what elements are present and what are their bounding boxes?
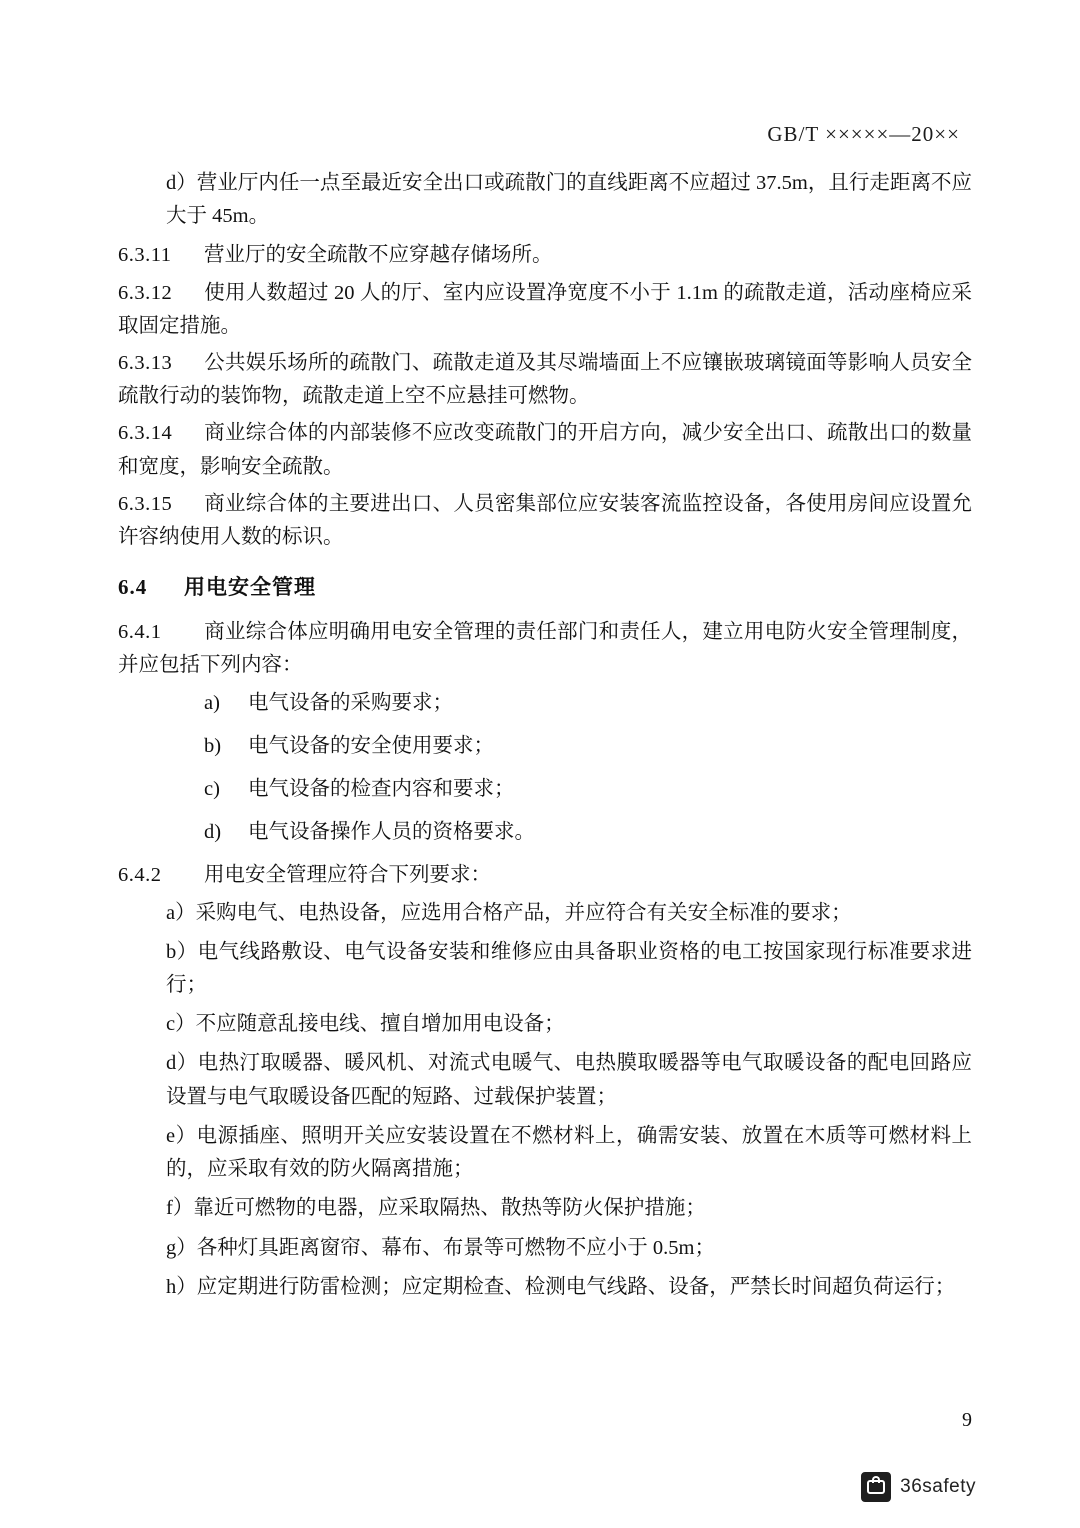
list-item	[166, 1271, 972, 1304]
list-item-text: 应定期进行防雷检测；应定期检查、检测电气线路、设备，严禁长时间超负荷运行；	[196, 1275, 956, 1298]
list-item	[204, 730, 972, 763]
clause-number: 6.3.11	[118, 244, 172, 267]
clause-number: 6.4.1	[118, 621, 162, 644]
list-item-label: d)	[204, 821, 222, 844]
list-item-text: 电气设备的采购要求；	[248, 691, 453, 714]
list-item	[166, 1120, 972, 1186]
clause-6-3-11	[118, 239, 972, 272]
clause-number: 6.3.14	[118, 422, 173, 445]
list-item	[166, 167, 972, 233]
list-item-label: f）	[166, 1197, 194, 1220]
list-item-label: a)	[204, 691, 220, 714]
clause-number: 6.4.2	[118, 864, 162, 887]
list-item	[204, 816, 972, 849]
list-item-text: 电源插座、照明开关应安装设置在不燃材料上，确需安装、放置在木质等可燃材料上的，应采取有效的防火隔离措施；	[166, 1124, 972, 1181]
clause-text: 商业综合体的内部装修不应改变疏散门的开启方向，减少安全出口、疏散出口的数量和宽度，影响安全疏散。	[118, 422, 972, 478]
clause-6-3-14	[118, 417, 972, 483]
camera-icon	[861, 1472, 891, 1502]
page-content	[118, 167, 972, 1304]
list-item-label: d）	[166, 1052, 198, 1075]
clause-6-4-2	[118, 859, 972, 892]
list-item-text: 营业厅内任一点至最近安全出口或疏散门的直线距离不应超过 37.5m，且行走距离不应大于 45m。	[166, 172, 972, 228]
clause-6-3-13	[118, 347, 972, 413]
list-item-text: 电气设备的检查内容和要求；	[248, 778, 515, 801]
list-item	[166, 1232, 972, 1265]
clause-text: 商业综合体应明确用电安全管理的责任部门和责任人，建立用电防火安全管理制度，并应包括下列内容：	[118, 621, 972, 677]
clause-text: 用电安全管理应符合下列要求：	[204, 864, 491, 887]
list-item-label: b）	[166, 940, 198, 963]
list-item-text: 电气线路敷设、电气设备安装和维修应由具备职业资格的电工按国家现行标准要求进行；	[166, 940, 973, 997]
list-item	[204, 773, 972, 806]
list-item-text: 电气设备操作人员的资格要求。	[248, 821, 535, 844]
list-item	[166, 936, 972, 1002]
list-item-label: b)	[204, 734, 222, 757]
list-item-text: 靠近可燃物的电器，应采取隔热、散热等防火保护措施；	[193, 1197, 706, 1220]
list-item-label: h）	[166, 1275, 197, 1298]
section-number: 6.4	[118, 575, 148, 600]
clause-number: 6.3.15	[118, 492, 173, 515]
list-item	[166, 1047, 972, 1113]
list-item-label: a）	[166, 901, 196, 924]
list-item	[166, 1192, 972, 1225]
list-item	[166, 897, 972, 930]
list-item-text: 电气设备的安全使用要求；	[248, 734, 494, 757]
clause-text: 商业综合体的主要进出口、人员密集部位应安装客流监控设备，各使用房间应设置允许容纳使用人数的标识。	[118, 492, 972, 549]
list-item-text: 采购电气、电热设备，应选用合格产品，并应符合有关安全标准的要求；	[195, 901, 852, 924]
clause-6-3-12	[118, 277, 972, 343]
list-item-label: g）	[166, 1236, 197, 1259]
standard-code: GB/T ×××××—20××	[767, 122, 960, 146]
section-title: 用电安全管理	[184, 575, 316, 600]
account-name: 36safety	[900, 1476, 976, 1497]
list-item	[166, 1008, 972, 1041]
list-item-text: 不应随意乱接电线、擅自增加用电设备；	[195, 1013, 565, 1036]
list-item-label: d）	[166, 172, 197, 194]
clause-text: 使用人数超过 20 人的厅、室内应设置净宽度不小于 1.1m 的疏散走道，活动座椅应采取固定措施。	[118, 281, 972, 337]
wechat-account-badge	[853, 1468, 984, 1506]
list-item-text: 电热汀取暖器、暖风机、对流式电暖气、电热膜取暖器等电气取暖设备的配电回路应设置与电气取暖设备匹配的短路、过载保护装置；	[166, 1052, 973, 1108]
page-header	[118, 122, 960, 147]
list-item	[204, 687, 972, 720]
clause-text: 公共娱乐场所的疏散门、疏散走道及其尽端墙面上不应镶嵌玻璃镜面等影响人员安全疏散行动的装饰物，疏散走道上空不应悬挂可燃物。	[118, 352, 972, 408]
list-item-text: 各种灯具距离窗帘、幕布、布景等可燃物不应小于 0.5m；	[196, 1236, 715, 1259]
clause-text: 营业厅的安全疏散不应穿越存储场所。	[204, 244, 553, 267]
clause-number: 6.3.12	[118, 281, 173, 304]
clause-6-3-15	[118, 488, 972, 554]
list-item-label: e）	[166, 1124, 197, 1147]
clause-6-4-1	[118, 616, 972, 682]
clause-number: 6.3.13	[118, 352, 173, 375]
page-number: 9	[962, 1409, 972, 1431]
section-heading-6-4	[118, 570, 972, 604]
list-item-label: c）	[166, 1013, 196, 1036]
list-item-label: c)	[204, 778, 220, 801]
